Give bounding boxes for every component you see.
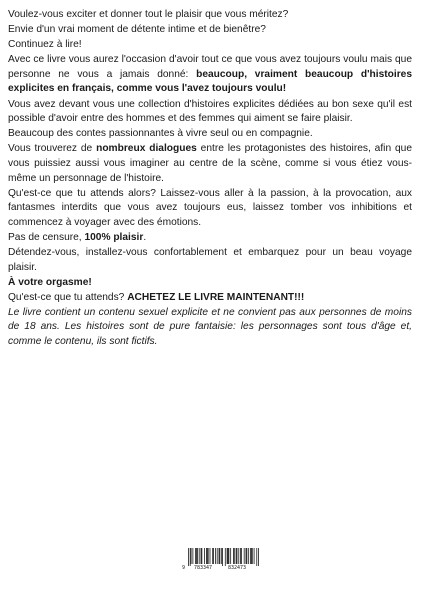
barcode-bar — [225, 548, 226, 566]
description-text — [8, 8, 412, 350]
barcode-bar — [258, 548, 259, 566]
barcode-bar — [208, 548, 209, 564]
emphasis-explicit-stories: beaucoup, vraiment beaucoup d'histoires explicites en français, comme vous l'avez toujours voulu! — [8, 68, 412, 95]
barcode-bar — [234, 548, 235, 564]
barcode-bar — [241, 548, 242, 564]
barcode-bar — [227, 548, 228, 564]
barcode-bar — [251, 548, 252, 564]
barcode-bar — [248, 548, 249, 564]
paragraph-relaxation-question: Envie d'un vrai moment de détente intime et de bienêtre? — [8, 24, 266, 36]
paragraph-call-to-action: Qu'est-ce que tu attends? ACHETEZ LE LIVRE MAINTENANT!!! — [8, 291, 305, 303]
barcode-bar — [233, 548, 234, 564]
barcode-bar — [236, 548, 237, 564]
paragraph-passion: Qu'est-ce que tu attends alors? Laissez-vous aller à la passion, à la provocation, aux fantasmes interdits que vous avez toujours eus, laissez tomber vos inhibitions et commencez à voyager avec des émotions. — [8, 187, 412, 228]
barcode-bar — [254, 548, 255, 564]
barcode-bar — [197, 548, 198, 564]
barcode-bar — [202, 548, 203, 564]
barcode-bar — [238, 548, 239, 564]
barcode-bar — [196, 548, 197, 564]
barcode-bar — [220, 548, 221, 564]
paragraph-continue: Continuez à lire! — [8, 39, 82, 51]
paragraph-collection: Vous avez devant vous une collection d'histoires explicites dédiées au bon sexe qu'il est possible d'avoir entre des hommes et des femmes qui aiment se faire plaisir. — [8, 98, 412, 125]
paragraph-tales: Beaucoup des contes passionnantes à vivre seul ou en compagnie. — [8, 128, 313, 140]
paragraph-book-offer: Avec ce livre vous aurez l'occasion d'avoir tout ce que vous avez toujours voulu mais que personne ne vous a jamais donné: beaucoup, vraiment beaucoup d'histoires explicites en français, comme vous l'avez toujours voulu! — [8, 54, 412, 95]
paragraph-relax: Détendez-vous, installez-vous confortablement et embarquez pour un beau voyage plaisir. — [8, 247, 412, 273]
barcode-bar — [188, 548, 189, 566]
barcode-bar — [193, 548, 194, 564]
barcode-bar — [207, 548, 208, 564]
barcode-bar — [215, 548, 216, 564]
emphasis-pleasure: 100% plaisir — [84, 231, 144, 243]
barcode-bar — [228, 548, 229, 564]
paragraph-disclaimer: Le livre contient un contenu sexuel explicite et ne convient pas aux personnes de moins de 18 ans. Les histoires sont de pure fantaisie: les personnages sont tous d'âge et, comme le contenu, ils sont fictifs. — [8, 306, 412, 348]
isbn-barcode — [182, 548, 262, 574]
barcode-bar — [219, 548, 220, 564]
paragraph-dialogues: Vous trouverez de nombreux dialogues entre les protagonistes des histoires, afin que vous puissiez aussi vous imaginer au centre de la scène, comme si vous étiez vous-même un personnage de l'histoire. — [8, 143, 412, 184]
emphasis-buy-now: ACHETEZ LE LIVRE MAINTENANT!!! — [127, 291, 305, 303]
barcode-bar — [191, 548, 192, 564]
barcode-bar — [213, 548, 214, 564]
barcode-bar — [246, 548, 247, 564]
barcode-bar — [229, 548, 230, 564]
barcode-bar — [252, 548, 253, 564]
barcode-bar — [240, 548, 241, 564]
barcode-bar — [217, 548, 218, 564]
barcode-left-group: 783347 — [194, 565, 213, 571]
barcode-bar — [244, 548, 245, 564]
barcode-bar — [204, 548, 205, 564]
barcode-first-digit: 9 — [182, 565, 186, 571]
barcode-bar — [221, 548, 222, 564]
barcode-bar — [199, 548, 200, 564]
paragraph-intro-question: Voulez-vous exciter et donner tout le plaisir que vous méritez? — [8, 9, 289, 20]
barcode-bar — [222, 548, 223, 566]
barcode-bar — [206, 548, 207, 564]
barcode-bar — [195, 548, 196, 564]
paragraph-orgasm: À votre orgasme! — [8, 276, 92, 288]
emphasis-dialogues: nombreux dialogues — [96, 143, 197, 155]
barcode-bar — [230, 548, 231, 564]
barcode-bar — [250, 548, 251, 564]
barcode-bar — [256, 548, 257, 566]
barcode-bar — [247, 548, 248, 564]
barcode-bar — [210, 548, 211, 564]
barcode-bar — [201, 548, 202, 564]
barcode-right-group: 832473 — [228, 565, 247, 571]
barcode-bar — [212, 548, 213, 564]
barcode-bars — [182, 548, 262, 566]
barcode-bar — [237, 548, 238, 564]
paragraph-no-censorship: Pas de censure, 100% plaisir. — [8, 231, 147, 243]
barcode-bar — [190, 548, 191, 566]
